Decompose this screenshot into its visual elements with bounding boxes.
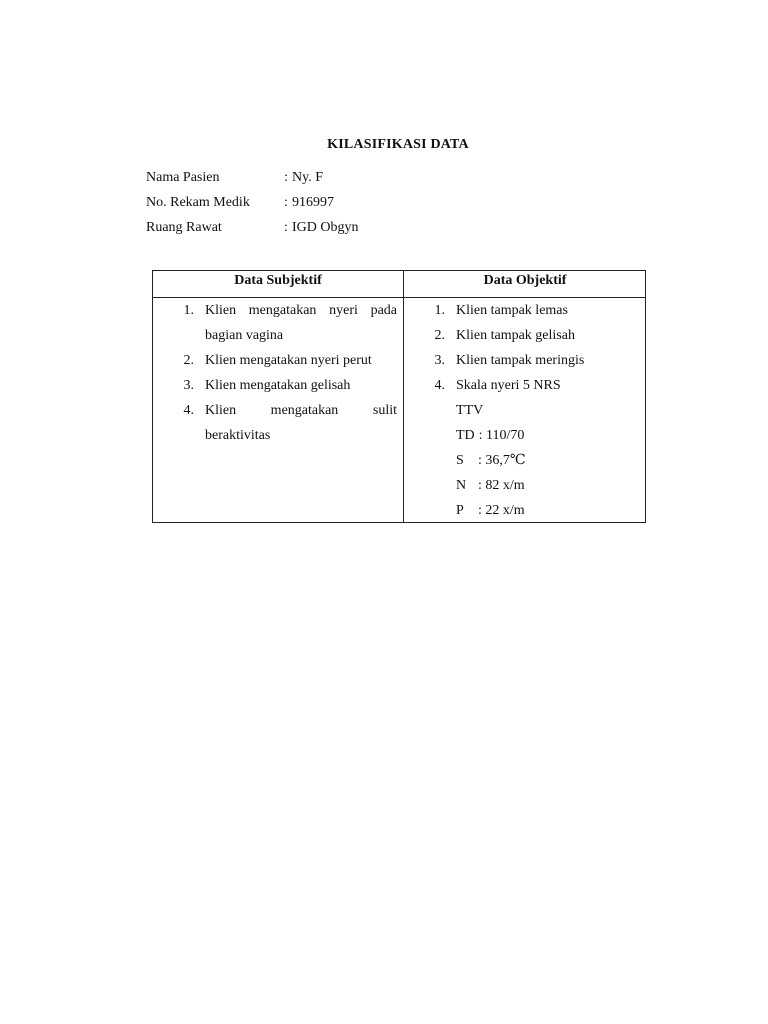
header-subjective: Data Subjektif <box>234 273 322 288</box>
item-number: 3. <box>183 378 194 393</box>
item-text-continued: bagian vagina <box>205 328 284 343</box>
vital-n <box>416 473 638 498</box>
item-text-continued: beraktivitas <box>205 428 271 443</box>
patient-info <box>146 168 359 243</box>
item-number: 3. <box>434 353 445 368</box>
patient-name-row <box>146 168 359 193</box>
objective-list <box>416 298 638 523</box>
vital-value: : 36,7℃ <box>478 453 526 468</box>
medical-record-row <box>146 193 359 218</box>
vital-label: TD <box>456 428 475 443</box>
column-divider <box>403 271 404 522</box>
subjective-list <box>163 298 397 448</box>
vital-value: : 110/70 <box>478 428 525 443</box>
list-item <box>416 323 638 348</box>
list-item <box>416 348 638 373</box>
vital-td <box>416 423 638 448</box>
list-item <box>416 298 638 323</box>
vital-s <box>416 448 638 473</box>
item-text: Klien tampak meringis <box>456 353 585 368</box>
item-number: 2. <box>183 353 194 368</box>
table-header <box>153 271 645 298</box>
item-text: Skala nyeri 5 NRS <box>456 378 561 393</box>
list-item <box>163 373 397 398</box>
vital-value: : 82 x/m <box>478 478 525 493</box>
item-number: 1. <box>183 303 194 318</box>
document-title: KILASIFIKASI DATA <box>327 137 469 152</box>
vital-p <box>416 498 638 523</box>
item-text: Klien tampak lemas <box>456 303 568 318</box>
item-number: 1. <box>434 303 445 318</box>
ward-value: IGD Obgyn <box>292 220 359 235</box>
colon: : <box>284 195 288 210</box>
list-item <box>163 398 397 423</box>
header-objective: Data Objektif <box>483 273 567 288</box>
medical-record-label: No. Rekam Medik <box>146 195 250 210</box>
vitals-heading: TTV <box>456 403 484 418</box>
vital-label: P <box>456 503 464 518</box>
list-item <box>416 373 638 398</box>
medical-record-value: 916997 <box>292 195 334 210</box>
ward-label: Ruang Rawat <box>146 220 222 235</box>
item-text: Klien tampak gelisah <box>456 328 575 343</box>
item-text: Klien mengatakan sulit <box>205 403 397 418</box>
list-item <box>163 298 397 323</box>
item-text: Klien mengatakan gelisah <box>205 378 351 393</box>
item-number: 2. <box>434 328 445 343</box>
patient-name-label: Nama Pasien <box>146 170 220 185</box>
vital-value: : 22 x/m <box>478 503 525 518</box>
vital-label: S <box>456 453 464 468</box>
classification-table <box>152 270 646 523</box>
vital-label: N <box>456 478 467 493</box>
item-number: 4. <box>434 378 445 393</box>
list-item <box>163 348 397 373</box>
item-text: Klien mengatakan nyeri perut <box>205 353 372 368</box>
item-text: Klien mengatakan nyeri pada <box>205 303 397 318</box>
colon: : <box>284 220 288 235</box>
item-number: 4. <box>183 403 194 418</box>
colon: : <box>284 170 288 185</box>
ward-row <box>146 218 359 243</box>
patient-name-value: Ny. F <box>292 170 323 185</box>
